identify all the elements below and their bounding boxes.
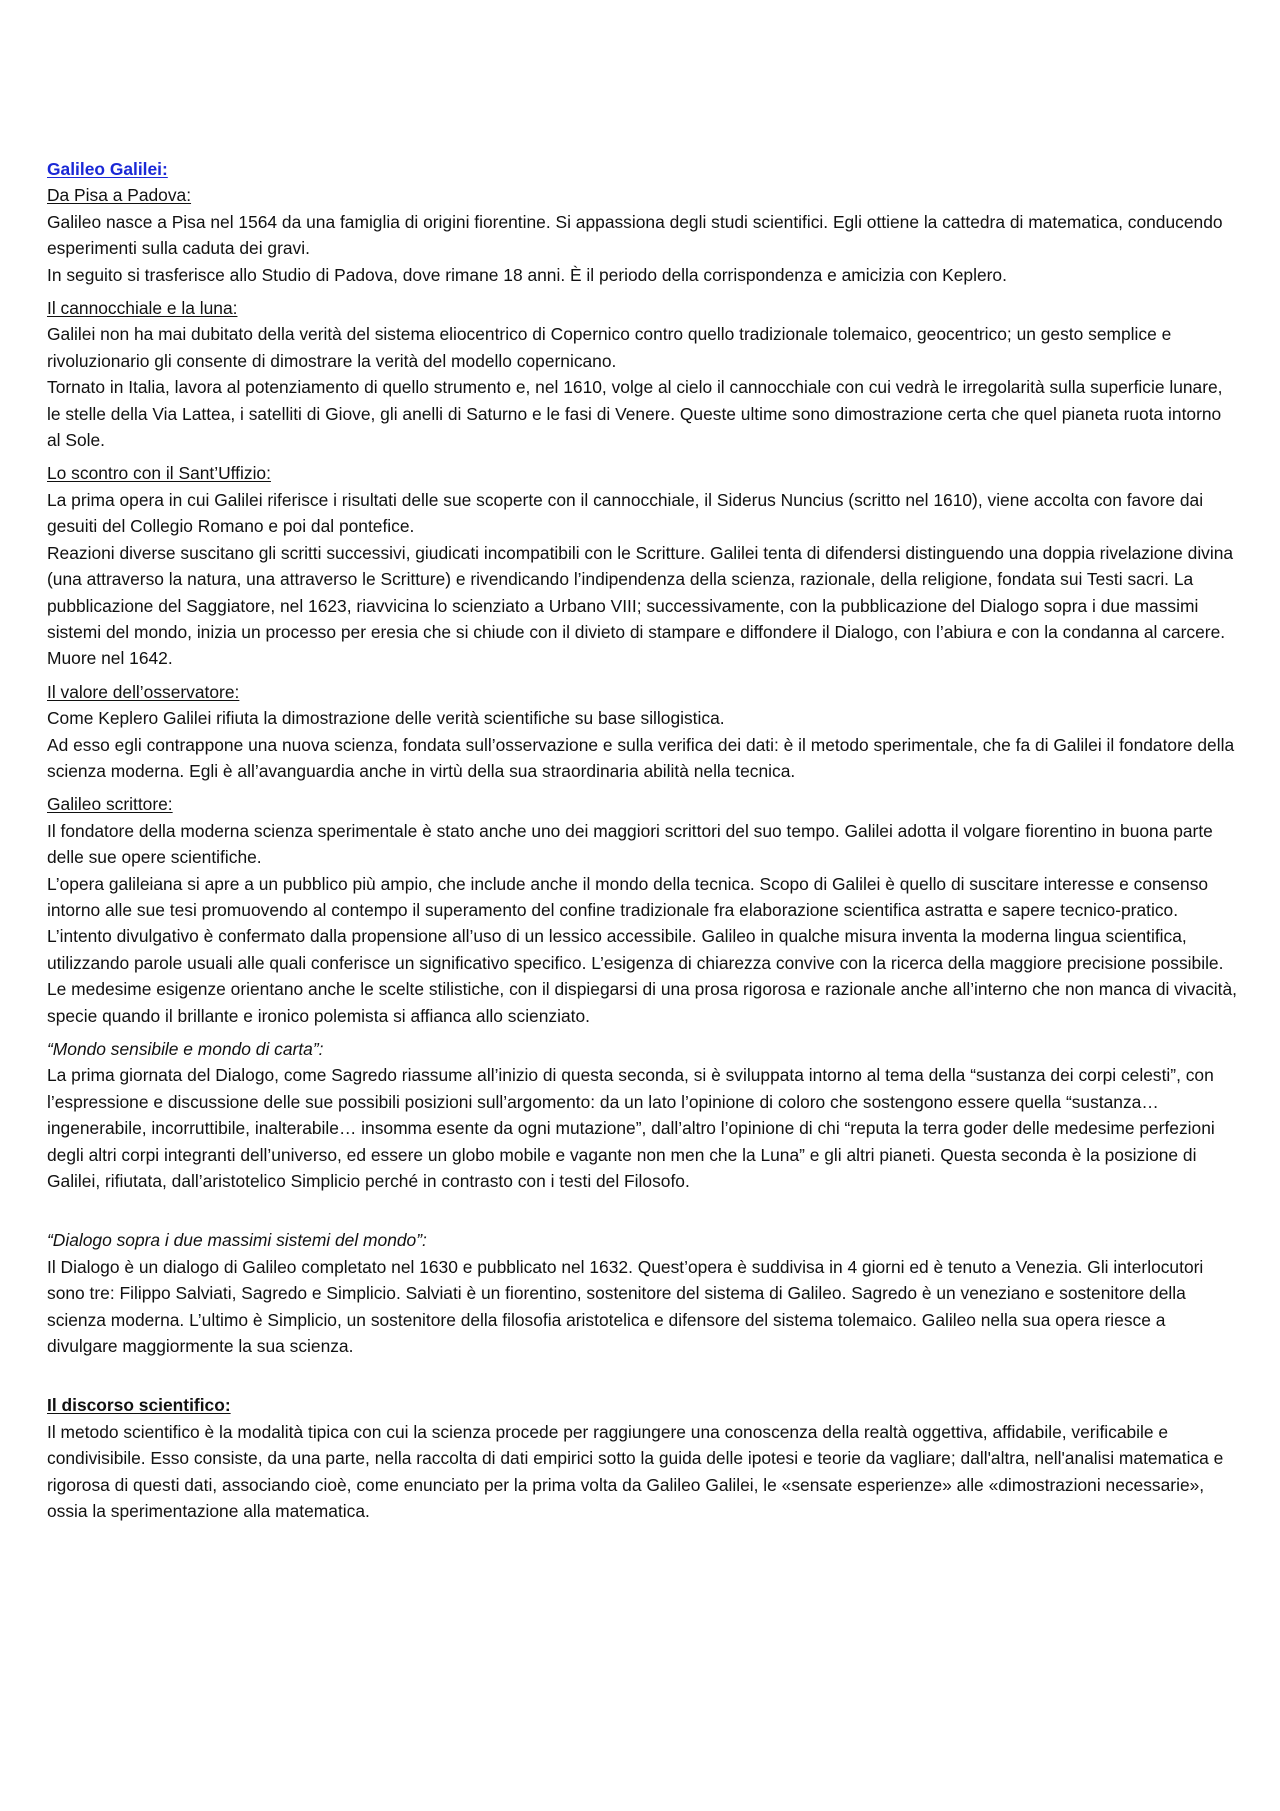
section-dialogo: [47, 1227, 1237, 1359]
paragraph: L’intento divulgativo è confermato dalla propensione all’uso di un lessico accessibile. Galileo in qualche misura inventa la moderna lingua scientifica, utilizzando parole usuali alle quali conferisce un significativo specifico. L’esigenza di chiarezza convive con la ricerca della maggiore precisione possibile.: [47, 926, 1224, 973]
paragraph: La prima giornata del Dialogo, come Sagredo riassume all’inizio di questa seconda, si è sviluppata intorno al tema della “sustanza dei corpi celesti”, con l’espressione e discussione delle sue possibili posizioni sull’argomento: da un lato l’opinione di coloro che sostengono essere quella “sustanza… ingenerabile, incorruttibile, inalterabile… insomma esente da ogni mutazione”, dall’altro l’opinione di chi “reputa la terra goder delle medesime perfezioni degli altri corpi integranti dell’universo, ed essere un globo mobile e vagante non men che la Luna” e gli altri pianeti. Questa seconda è la posizione di Galilei, rifiutata, dall’aristotelico Simplicio perché in contrasto con i testi del Filosofo.: [47, 1065, 1215, 1192]
paragraph: In seguito si trasferisce allo Studio di Padova, dove rimane 18 anni. È il periodo della corrispondenza e amicizia con Keplero.: [47, 264, 1007, 285]
paragraph: L’opera galileiana si apre a un pubblico più ampio, che include anche il mondo della tecnica. Scopo di Galilei è quello di suscitare interesse e consenso intorno alle sue tesi promuovendo al contempo il superamento del confine tradizionale fra elaborazione scientifica astratta e sapere tecnico-pratico.: [47, 873, 1209, 920]
document-page: [47, 156, 1237, 1532]
section-heading: Il cannocchiale e la luna:: [47, 298, 238, 319]
paragraph: Tornato in Italia, lavora al potenziamento di quello strumento e, nel 1610, volge al cielo il cannocchiale con cui vedrà le irregolarità sulla superficie lunare, le stelle della Via Lattea, i satelliti di Giove, gli anelli di Saturno e le fasi di Venere. Queste ultime sono dimostrazione certa che quel pianeta ruota intorno al Sole.: [47, 377, 1223, 451]
section-heading: Galileo scrittore:: [47, 794, 173, 815]
paragraph: Le medesime esigenze orientano anche le scelte stilistiche, con il dispiegarsi di una prosa rigorosa e razionale anche all’interno che non manca di vivacità, specie quando il brillante e ironico polemista si affianca allo scienziato.: [47, 979, 1238, 1026]
section-title: [47, 156, 1237, 182]
section-osservatore: [47, 679, 1237, 785]
section-sant-uffizio: [47, 460, 1237, 671]
paragraph: Galilei non ha mai dubitato della verità del sistema eliocentrico di Copernico contro quello tradizionale tolemaico, geocentrico; un gesto semplice e rivoluzionario gli consente di dimostrare la verità del modello copernicano.: [47, 324, 1172, 371]
section-pisa-padova: [47, 182, 1237, 288]
section-heading: Lo scontro con il Sant’Uffizio:: [47, 463, 271, 484]
section-scrittore: [47, 791, 1237, 1029]
section-heading: Il valore dell’osservatore:: [47, 681, 240, 702]
section-discorso-scientifico: [47, 1392, 1237, 1524]
section-heading: “Dialogo sopra i due massimi sistemi del mondo”:: [47, 1230, 427, 1251]
paragraph: Ad esso egli contrappone una nuova scienza, fondata sull’osservazione e sulla verifica dei dati: è il metodo sperimentale, che fa di Galilei il fondatore della scienza moderna. Egli è all’avanguardia anche in virtù della sua straordinaria abilità nella tecnica.: [47, 734, 1235, 781]
section-heading: “Mondo sensibile e mondo di carta”:: [47, 1039, 324, 1059]
section-mondo-sensibile: [47, 1036, 1237, 1194]
section-heading: Da Pisa a Padova:: [47, 185, 192, 206]
paragraph: Il metodo scientifico è la modalità tipica con cui la scienza procede per raggiungere una conoscenza della realtà oggettiva, affidabile, verificabile e condivisibile. Esso consiste, da una parte, nella raccolta di dati empirici sotto la guida delle ipotesi e teorie da vagliare; dall'altra, nell'analisi matematica e rigorosa di questi dati, associando cioè, come enunciato per la prima volta da Galileo Galilei, le «sensate esperienze» alle «dimostrazioni necessarie», ossia la sperimentazione alla matematica.: [47, 1421, 1224, 1522]
section-cannocchiale: [47, 295, 1237, 453]
paragraph: Il Dialogo è un dialogo di Galileo completato nel 1630 e pubblicato nel 1632. Quest’opera è suddivisa in 4 giorni ed è tenuto a Venezia. Gli interlocutori sono tre: Filippo Salviati, Sagredo e Simplicio. Salviati è un fiorentino, sostenitore del sistema di Galileo. Sagredo è un veneziano e sostenitore della scienza moderna. L’ultimo è Simplicio, un sostenitore della filosofia aristotelica e difensore del sistema tolemaico. Galileo nella sua opera riesce a divulgare maggiormente la sua scienza.: [47, 1256, 1204, 1357]
paragraph: La prima opera in cui Galilei riferisce i risultati delle sue scoperte con il cannocchiale, il Siderus Nuncius (scritto nel 1610), viene accolta con favore dai gesuiti del Collegio Romano e poi dal pontefice.: [47, 489, 1204, 537]
paragraph: Reazioni diverse suscitano gli scritti successivi, giudicati incompatibili con le Scritture. Galilei tenta di difendersi distinguendo una doppia rivelazione divina (una attraverso la natura, una attraverso le Scritture) e rivendicando l’indipendenza della scienza, razionale, della religione, fondata sui Testi sacri. La pubblicazione del Saggiatore, nel 1623, riavvicina lo scienziato a Urbano VIII; successivamente, con la pubblicazione del Dialogo sopra i due massimi sistemi del mondo, inizia un processo per eresia che si chiude con il divieto di stampare e diffondere il Dialogo, con l’abiura e con la condanna al carcere. Muore nel 1642.: [47, 542, 1234, 669]
paragraph: Il fondatore della moderna scienza sperimentale è stato anche uno dei maggiori scrittori del suo tempo. Galilei adotta il volgare fiorentino in buona parte delle sue opere scientifiche.: [47, 820, 1213, 868]
paragraph: Come Keplero Galilei rifiuta la dimostrazione delle verità scientifiche su base sillogistica.: [47, 708, 725, 729]
document-title-link[interactable]: Galileo Galilei:: [47, 159, 168, 179]
paragraph: Galileo nasce a Pisa nel 1564 da una famiglia di origini fiorentine. Si appassiona degli studi scientifici. Egli ottiene la cattedra di matematica, conducendo esperimenti sulla caduta dei gravi.: [47, 211, 1223, 259]
section-heading: Il discorso scientifico:: [47, 1395, 231, 1416]
